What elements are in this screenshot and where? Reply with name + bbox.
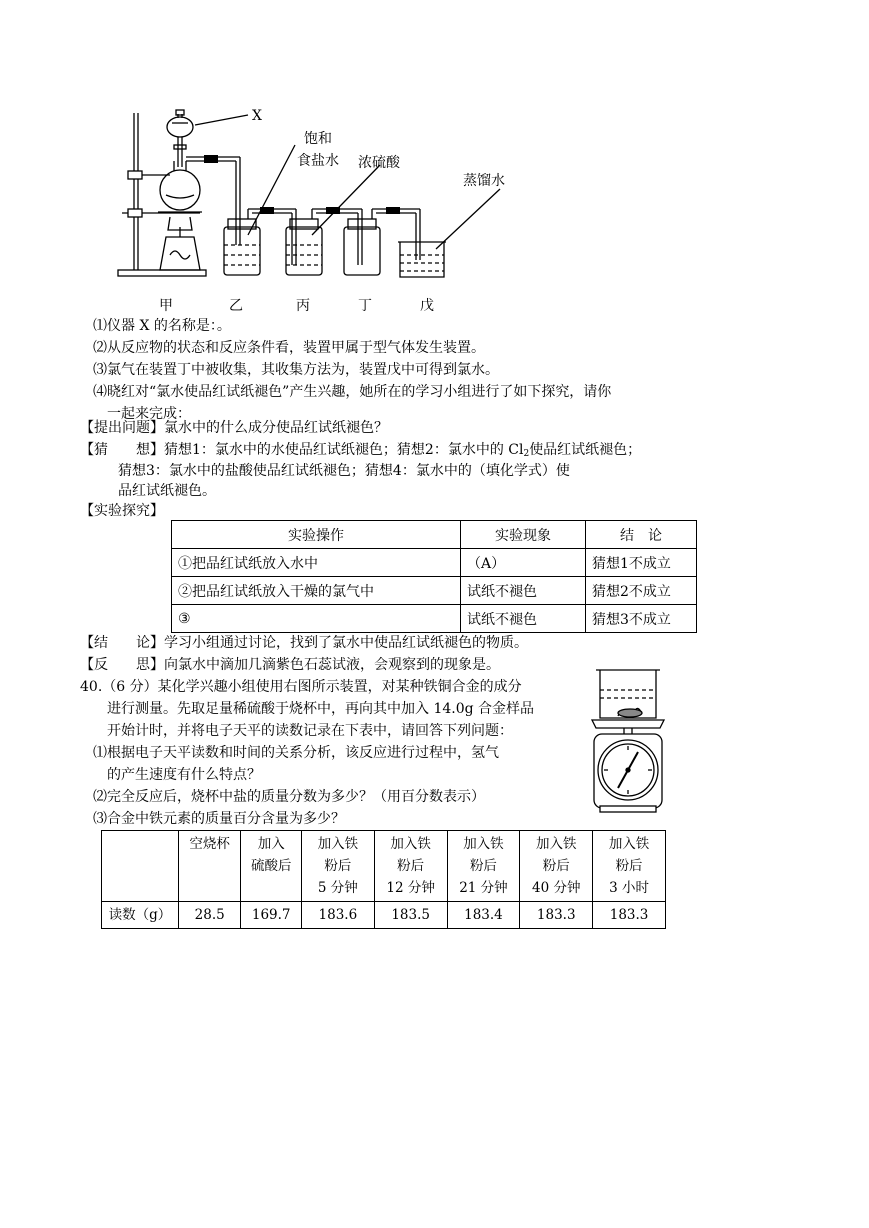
reading-value: 183.3 [520,902,593,929]
table-header-row [102,831,666,902]
label-conc-acid: 浓硫酸 [358,155,400,171]
stand-base [118,270,206,276]
cell-phenomenon: 试纸不褪色 [461,577,586,605]
cell-phenomenon: （A） [461,549,586,577]
header-line: 硫酸后 [250,858,292,874]
x-pointer [195,115,248,125]
reading-value: 169.7 [241,902,302,929]
header-line: 5 分钟 [317,880,358,896]
bottle-yi [224,227,260,275]
header-cell [520,831,593,902]
header-cell [301,831,374,902]
apparatus-diagram [100,105,600,285]
acid-pointer [312,165,380,235]
question-40-line-2: 进行测量。先取足量稀硫酸于烧杯中，再向其中加入 14.0g 合金样品 [107,701,535,717]
table-row [102,902,666,929]
header-line: 12 分钟 [386,880,435,896]
header-cell [241,831,302,902]
header-cell [593,831,666,902]
label-distilled-water: 蒸馏水 [463,173,505,189]
water-pointer [436,189,500,249]
station-yi: 乙 [229,298,243,314]
reading-value: 183.5 [374,902,447,929]
label-x: X [252,108,262,124]
question-40: 40.（6 分）某化学兴趣小组使用右图所示装置，对某种铁铜合金的成分 [80,679,522,695]
station-bing: 丙 [296,298,310,314]
reading-value: 183.4 [447,902,520,929]
cell-operation: ①把品红试纸放入水中 [172,549,461,577]
question-4-cont: 一起来完成： [107,406,191,422]
guess-line-2: 猜想3：氯水中的盐酸使品红试纸褪色；猜想4：氯水中的（填化学式）使 [118,463,570,479]
reading-value: 28.5 [178,902,241,929]
table-row [172,549,697,577]
reflection-line: 【反 思】向氯水中滴加几滴紫色石蕊试液，会观察到的现象是。 [80,657,500,673]
header-line: 粉后 [397,858,425,874]
problem-statement: 【提出问题】氯水中的什么成分使品红试纸褪色？ [80,420,388,436]
separatory-funnel [167,117,193,137]
question-40-line-3: 开始计时，并将电子天平的读数记录在下表中，请回答下列问题： [107,723,513,739]
reading-value: 183.6 [301,902,374,929]
label-saturated: 饱和 [304,131,332,147]
header-line: 加入铁 [463,836,504,852]
question-4: ⑷晓红对“氯水使品红试纸褪色”产生兴趣，她所在的学习小组进行了如下探究，请你 [93,384,612,400]
table-row [172,605,697,633]
question-40-1-cont: 的产生速度有什么特点？ [107,767,261,783]
cell-operation: ②把品红试纸放入干燥的氯气中 [172,577,461,605]
label-brine: 食盐水 [297,153,339,169]
row-label: 读数（g） [102,902,179,929]
balance-diagram [588,668,668,814]
guess-line-3: 品红试纸褪色。 [118,483,216,499]
station-ding: 丁 [358,298,372,314]
station-jia: 甲 [159,298,173,314]
question-3: ⑶氯气在装置丁中被收集，其收集方法为，装置戊中可得到氯水。 [93,362,499,378]
header-phenomenon: 实验现象 [461,521,586,549]
cell-conclusion: 猜想3不成立 [586,605,697,633]
explore-heading: 【实验探究】 [80,503,164,519]
header-line: 3 小时 [609,880,650,896]
header-line: 空烧杯 [189,836,230,852]
header-conclusion: 结 论 [586,521,697,549]
brine-pointer [248,145,295,235]
table-row [172,577,697,605]
header-line: 粉后 [542,858,570,874]
header-line: 粉后 [469,858,497,874]
header-line: 加入铁 [535,836,577,852]
question-40-2: ⑵完全反应后，烧杯中盐的质量分数为多少？（用百分数表示） [93,789,485,805]
round-flask [160,170,200,210]
cell-conclusion: 猜想1不成立 [586,549,697,577]
header-line: 粉后 [324,858,352,874]
cell-conclusion: 猜想2不成立 [586,577,697,605]
conclusion-line: 【结 论】学习小组通过讨论，找到了氯水中使品红试纸褪色的物质。 [80,635,528,651]
header-line: 21 分钟 [459,880,508,896]
cell-operation: ③ [172,605,461,633]
header-line: 加入 [257,836,285,852]
header-line: 40 分钟 [532,880,581,896]
header-cell [447,831,520,902]
cell-phenomenon: 试纸不褪色 [461,605,586,633]
header-line: 粉后 [615,858,643,874]
reading-table [101,830,666,929]
question-40-3: ⑶合金中铁元素的质量百分含量为多少？ [93,811,345,827]
header-cell [102,831,179,902]
station-wu: 戊 [420,298,434,314]
reading-value: 183.3 [593,902,666,929]
header-cell [178,831,241,902]
question-2: ⑵从反应物的状态和反应条件看，装置甲属于型气体发生装置。 [93,340,485,356]
question-40-1: ⑴根据电子天平读数和时间的关系分析，该反应进行过程中，氢气 [93,745,499,761]
header-line: 加入铁 [317,836,359,852]
alcohol-lamp [160,237,200,270]
table-header-row [172,521,697,549]
guess-line-1: 【猜 想】猜想1：氯水中的水使品红试纸褪色；猜想2：氯水中的 $Cl_2$使品红试纸褪色； [80,442,642,459]
experiment-table [171,520,697,633]
question-1: ⑴仪器 X 的名称是：。 [93,318,231,334]
header-operation: 实验操作 [172,521,461,549]
header-line: 加入铁 [608,836,650,852]
header-cell [374,831,447,902]
header-line: 加入铁 [390,836,431,852]
